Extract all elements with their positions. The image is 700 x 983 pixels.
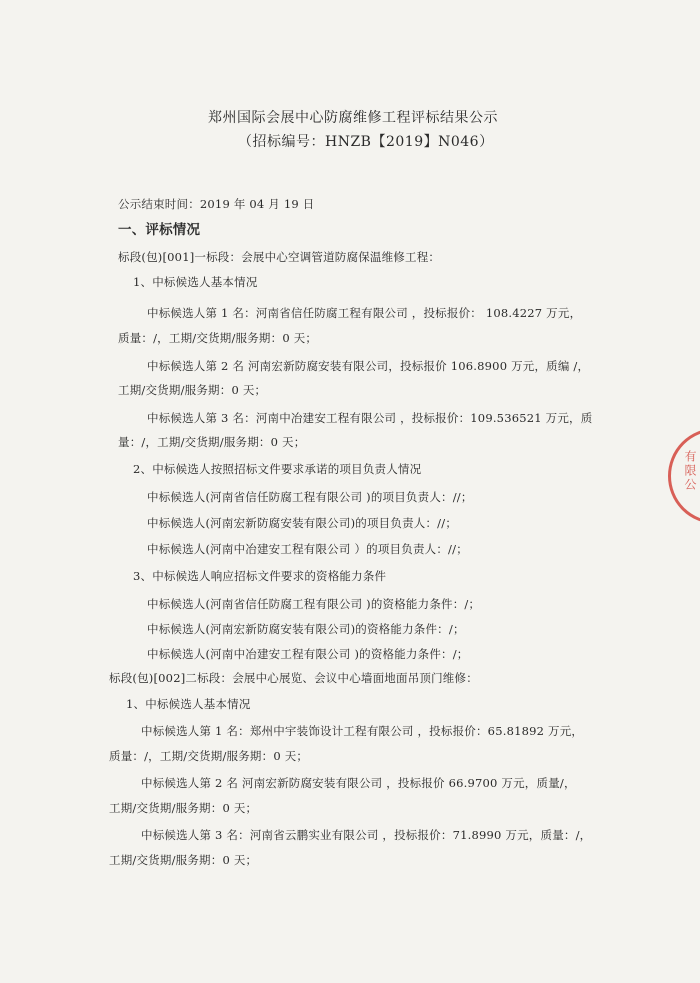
- announcement-end-time: 公示结束时间：2019 年 04 月 19 日: [118, 197, 315, 211]
- lot1-candidate-3: 中标候选人第 3 名：河南中冶建安工程有限公司 ，投标报价：109.536521 万元，质: [147, 411, 593, 425]
- lot2-header: 标段(包)[002]二标段：会展中心展览、会议中心墙面地面吊顶门维修：: [109, 671, 478, 685]
- lot1-candidate-2: 中标候选人第 2 名 河南宏新防腐安装有限公司，投标报价 106.8900 万元，质编 /，: [147, 359, 590, 373]
- lot1-candidate-1-terms: 质量：/，工期/交货期/服务期：0 天；: [118, 331, 318, 345]
- doc-subtitle: （招标编号：HNZB【2019】N046）: [238, 134, 494, 150]
- lot2-subsection-1: 1、中标候选人基本情况: [126, 697, 251, 711]
- lot1-project-lead-3: 中标候选人(河南中冶建安工程有限公司 ）的项目负责人：//；: [147, 542, 468, 556]
- lot1-project-lead-1: 中标候选人(河南省信任防腐工程有限公司 )的项目负责人：//；: [147, 490, 473, 504]
- lot1-candidate-2-terms: 工期/交货期/服务期：0 天；: [118, 383, 267, 397]
- lot1-subsection-3: 3、中标候选人响应招标文件要求的资格能力条件: [133, 569, 387, 583]
- lot2-candidate-3: 中标候选人第 3 名：河南省云鹏实业有限公司 ，投标报价：71.8990 万元，质量：/，: [141, 828, 592, 842]
- lot1-candidate-1: 中标候选人第 1 名：河南省信任防腐工程有限公司 ，投标报价： 108.4227 万元，: [147, 306, 582, 320]
- official-seal-text: 有限公: [683, 450, 697, 492]
- lot2-candidate-2-terms: 工期/交货期/服务期：0 天；: [109, 801, 258, 815]
- lot1-qualification-1: 中标候选人(河南省信任防腐工程有限公司 )的资格能力条件：/；: [147, 597, 481, 611]
- lot2-candidate-1: 中标候选人第 1 名：郑州中宇装饰设计工程有限公司 ，投标报价：65.81892 万元，: [141, 724, 584, 738]
- lot2-candidate-1-terms: 质量：/，工期/交货期/服务期：0 天；: [109, 749, 309, 763]
- lot2-candidate-2: 中标候选人第 2 名 河南宏新防腐安装有限公司 ，投标报价 66.9700 万元，质量/，: [141, 776, 576, 790]
- lot1-qualification-2: 中标候选人(河南宏新防腐安装有限公司)的资格能力条件：/；: [147, 622, 465, 636]
- lot1-subsection-2: 2、中标候选人按照招标文件要求承诺的项目负责人情况: [133, 462, 422, 476]
- lot1-qualification-3: 中标候选人(河南中冶建安工程有限公司 )的资格能力条件：/；: [147, 647, 469, 661]
- doc-title: 郑州国际会展中心防腐维修工程评标结果公示: [208, 110, 498, 126]
- lot1-project-lead-2: 中标候选人(河南宏新防腐安装有限公司)的项目负责人：//；: [147, 516, 458, 530]
- lot2-candidate-3-terms: 工期/交货期/服务期：0 天；: [109, 853, 258, 867]
- lot1-subsection-1: 1、中标候选人基本情况: [133, 275, 258, 289]
- lot1-candidate-3-terms: 量：/，工期/交货期/服务期：0 天；: [118, 435, 306, 449]
- section-heading: 一、评标情况: [118, 222, 201, 238]
- lot1-header: 标段(包)[001]一标段：会展中心空调管道防腐保温维修工程：: [118, 250, 441, 264]
